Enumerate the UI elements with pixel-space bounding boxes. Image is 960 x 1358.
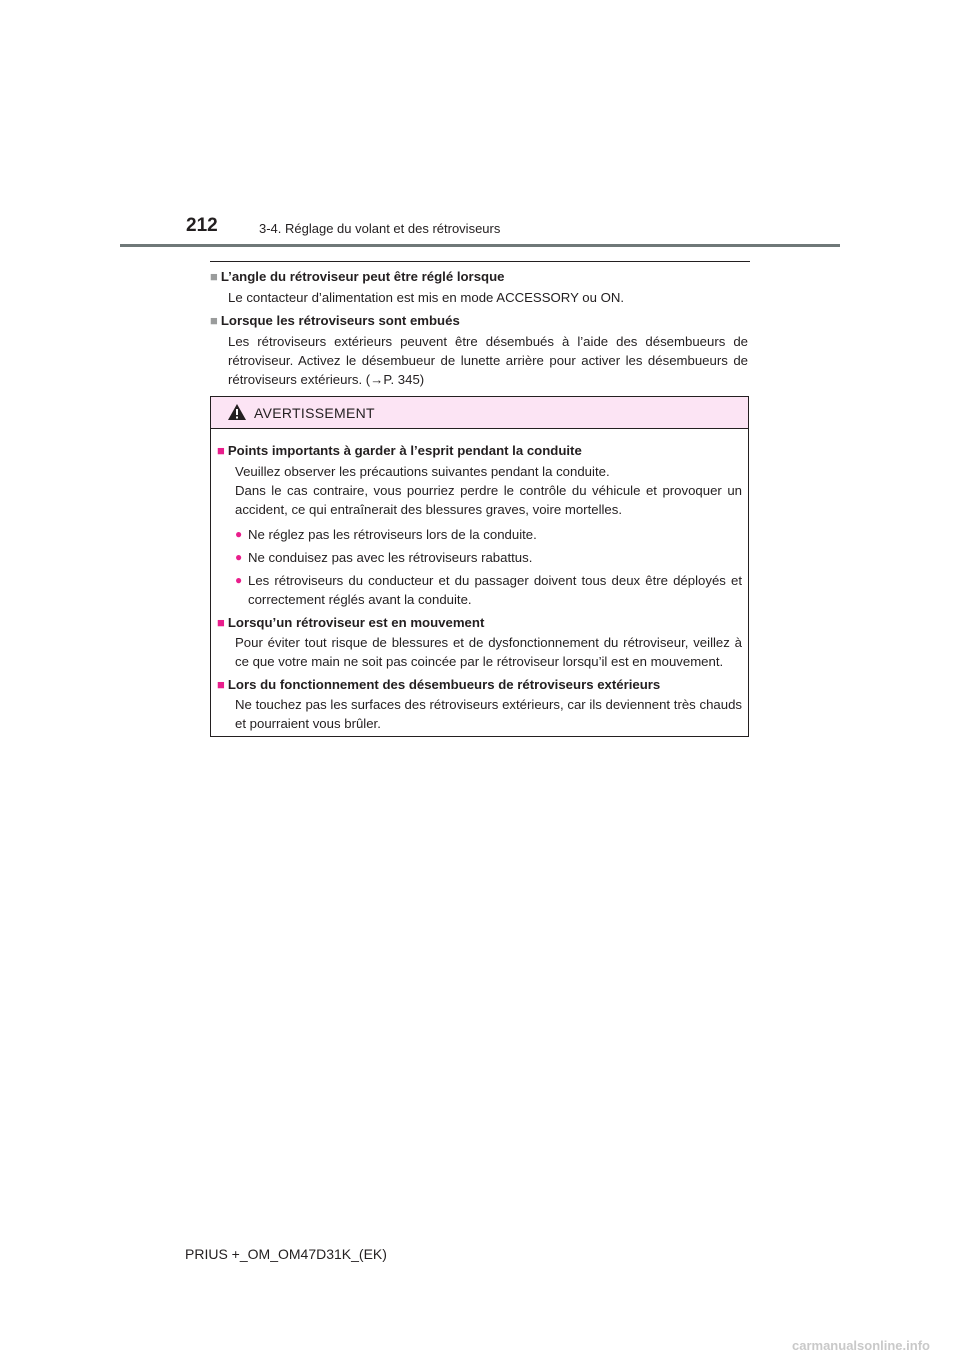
bullet-item: ● Ne conduisez pas avec les rétroviseurs rabattus. xyxy=(235,550,533,565)
warning-text: Dans le cas contraire, vous pourriez perdre le contrôle du véhicule et provoquer un accident, ce qui entraînerait des blessures graves, voire mortelles. xyxy=(235,483,742,517)
warning-body xyxy=(211,429,748,733)
square-bullet-icon: ■ xyxy=(210,269,218,284)
circle-bullet-icon: ● xyxy=(235,573,243,587)
section-title: Lorsque les rétroviseurs sont embués xyxy=(220,313,460,328)
square-bullet-icon: ■ xyxy=(210,313,218,328)
header-rule xyxy=(120,244,840,247)
warning-triangle-icon xyxy=(227,403,247,421)
section-rule xyxy=(210,261,750,262)
main-content xyxy=(210,267,748,393)
square-bullet-icon: ■ xyxy=(217,443,225,458)
square-bullet-icon: ■ xyxy=(217,677,225,692)
warning-box xyxy=(210,396,749,737)
circle-bullet-icon: ● xyxy=(235,527,243,541)
warning-text: Ne touchez pas les surfaces des rétroviseurs extérieurs, car ils deviennent très chauds et pourraient vous brûler. xyxy=(235,697,742,731)
warning-text: Veuillez observer les précautions suivantes pendant la conduite. xyxy=(235,464,610,479)
section-fogged-mirrors xyxy=(210,311,748,389)
section-mirror-angle xyxy=(210,267,748,307)
warning-header xyxy=(211,397,748,429)
warning-section-title: Points importants à garder à l’esprit pendant la conduite xyxy=(227,443,582,458)
watermark: carmanualsonline.info xyxy=(792,1338,930,1353)
chapter-title: 3-4. Réglage du volant et des rétroviseurs xyxy=(259,221,501,236)
warning-section-title: Lorsqu’un rétroviseur est en mouvement xyxy=(227,615,485,630)
section-body: Les rétroviseurs extérieurs peuvent être désembués à l’aide des désembueurs de rétroviseur. Activez le désembueur de lunette arrière pour activer les désembueurs de rétroviseurs extérieurs. (→P. 345) xyxy=(228,334,748,387)
circle-bullet-icon: ● xyxy=(235,550,243,564)
warning-title: AVERTISSEMENT xyxy=(254,405,375,421)
page-number: 212 xyxy=(186,215,218,236)
section-body: Le contacteur d’alimentation est mis en mode ACCESSORY ou ON. xyxy=(228,290,625,305)
warning-section-title: Lors du fonctionnement des désembueurs de rétroviseurs extérieurs xyxy=(227,677,661,692)
footer-code: PRIUS +_OM_OM47D31K_(EK) xyxy=(185,1246,387,1262)
bullet-item: ● Ne réglez pas les rétroviseurs lors de la conduite. xyxy=(235,527,537,542)
warning-text: Pour éviter tout risque de blessures et de dysfonctionnement du rétroviseur, veillez à ce que votre main ne soit pas coincée par le rétroviseur lorsqu’il est en mouvement. xyxy=(235,635,742,669)
square-bullet-icon: ■ xyxy=(217,615,225,630)
section-title: L’angle du rétroviseur peut être réglé lorsque xyxy=(220,269,505,284)
bullet-item: ● Les rétroviseurs du conducteur et du passager doivent tous deux être déployés et correctement réglés avant la conduite. xyxy=(235,573,742,607)
